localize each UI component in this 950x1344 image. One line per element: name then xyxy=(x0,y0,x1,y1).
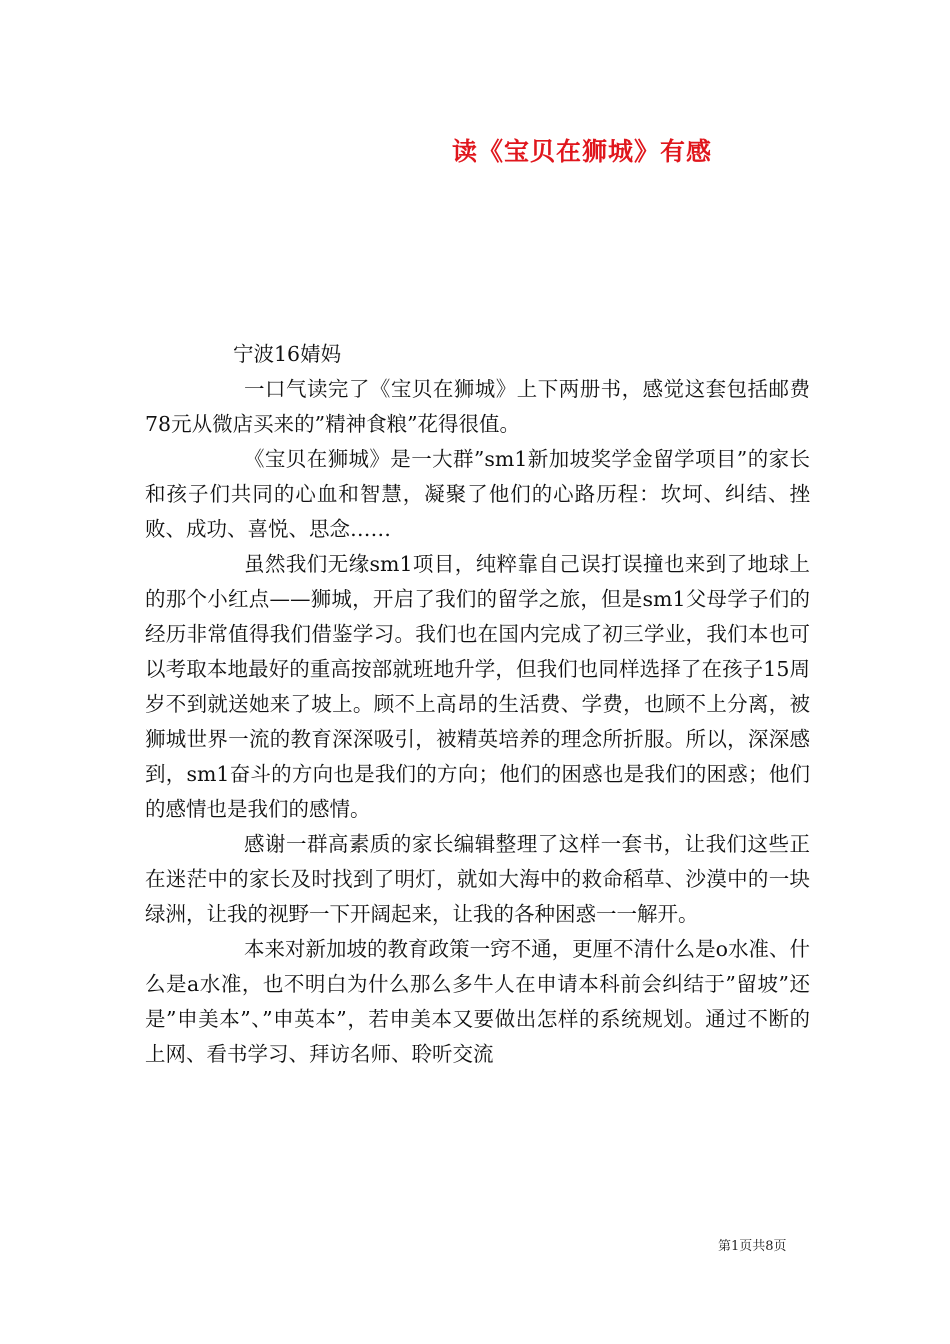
document-title: 读《宝贝在狮城》有感 xyxy=(452,137,713,166)
author-line: 宁波16婧妈 xyxy=(233,342,342,366)
paragraph-5: 本来对新加坡的教育政策一窍不通，更厘不清什么是o水准、什么是a水准，也不明白为什么那么多牛人在申请本科前会纠结于”留坡”还是”申美本”、”申英本”，若申美本又要做出怎样的系统规划。通过不断的上网、看书学习、拜访名师、聆听交流 xyxy=(145,937,810,1066)
paragraph-2: 《宝贝在狮城》是一大群”sm1新加坡奖学金留学项目”的家长和孩子们共同的心血和智慧，凝聚了他们的心路历程：坎坷、纠结、挫败、成功、喜悦、思念…… xyxy=(145,447,810,541)
page-number-footer: 第1页共8页 xyxy=(718,1239,787,1254)
paragraph-1: 一口气读完了《宝贝在狮城》上下两册书，感觉这套包括邮费78元从微店买来的”精神食粮”花得很值。 xyxy=(145,377,810,436)
document-body xyxy=(145,337,810,1072)
paragraph-4: 感谢一群高素质的家长编辑整理了这样一套书，让我们这些正在迷茫中的家长及时找到了明灯，就如大海中的救命稻草、沙漠中的一块绿洲，让我的视野一下开阔起来，让我的各种困惑一一解开。 xyxy=(145,832,810,926)
paragraph-3: 虽然我们无缘sm1项目，纯粹靠自己误打误撞也来到了地球上的那个小红点——狮城，开启了我们的留学之旅，但是sm1父母学子们的经历非常值得我们借鉴学习。我们也在国内完成了初三学业，我们本也可以考取本地最好的重高按部就班地升学，但我们也同样选择了在孩子15周岁不到就送她来了坡上。顾不上高昂的生活费、学费，也顾不上分离，被狮城世界一流的教育深深吸引，被精英培养的理念所折服。所以，深深感到，sm1奋斗的方向也是我们的方向；他们的困惑也是我们的困惑；他们的感情也是我们的感情。 xyxy=(145,552,810,821)
